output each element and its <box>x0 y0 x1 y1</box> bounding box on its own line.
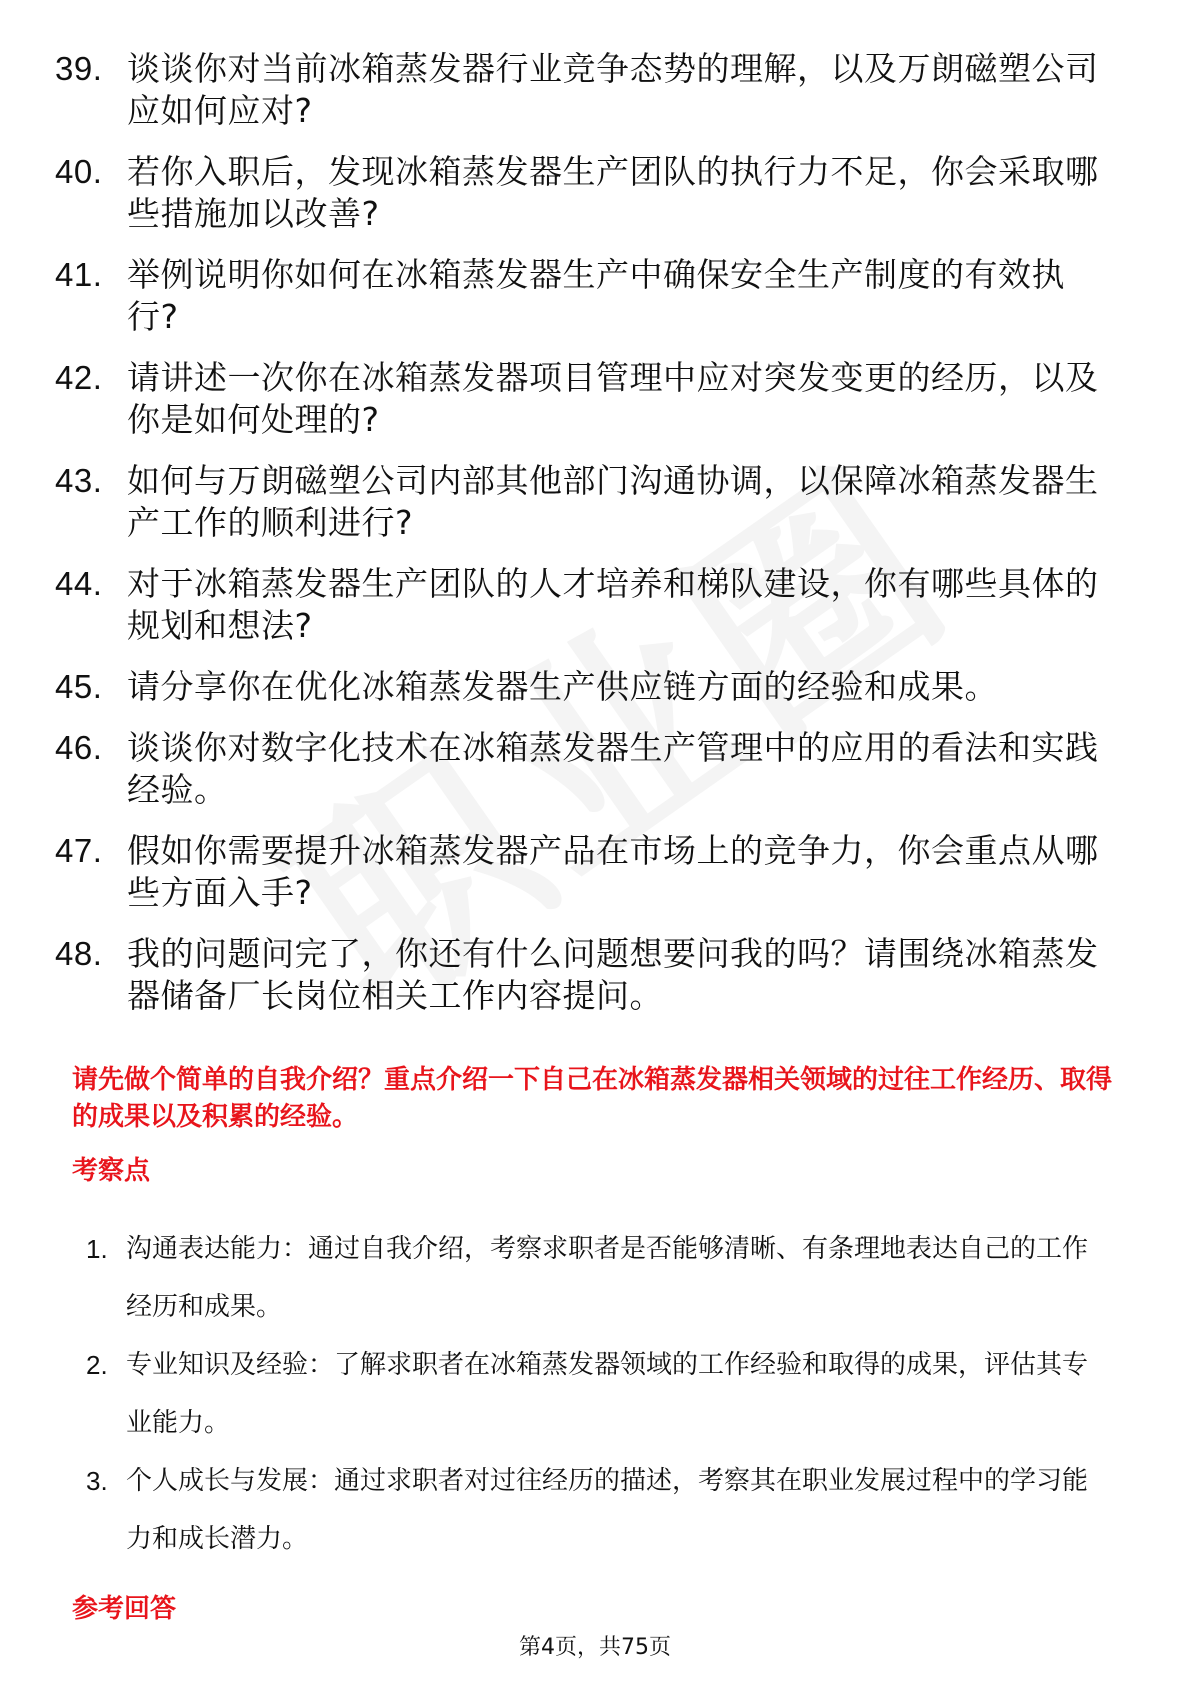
question-text: 假如你需要提升冰箱蒸发器产品在市场上的竞争力，你会重点从哪些方面入手? <box>127 831 1099 912</box>
question-number: 48. <box>55 935 103 972</box>
question-number: 45. <box>55 668 103 705</box>
question-text: 对于冰箱蒸发器生产团队的人才培养和梯队建设，你有哪些具体的规划和想法? <box>127 564 1099 645</box>
question-text: 我的问题问完了，你还有什么问题想要问我的吗？请围绕冰箱蒸发器储备厂长岗位相关工作内容提问。 <box>127 934 1099 1015</box>
assessment-point <box>0 1220 1190 1336</box>
assessment-point <box>0 1452 1190 1568</box>
question-text: 请讲述一次你在冰箱蒸发器项目管理中应对突发变更的经历，以及你是如何处理的? <box>127 358 1099 439</box>
point-number: 3. <box>86 1466 108 1496</box>
question-item <box>0 933 1190 1017</box>
question-text: 请分享你在优化冰箱蒸发器生产供应链方面的经验和成果。 <box>127 667 998 706</box>
question-number: 39. <box>55 50 103 87</box>
question-number: 40. <box>55 153 103 190</box>
point-text: 个人成长与发展：通过求职者对过往经历的描述，考察其在职业发展过程中的学习能力和成长潜力。 <box>126 1466 1089 1554</box>
question-number: 44. <box>55 565 103 602</box>
question-text: 举例说明你如何在冰箱蒸发器生产中确保安全生产制度的有效执行? <box>127 255 1065 336</box>
reference-answer-heading: 参考回答 <box>72 1594 177 1624</box>
question-item <box>0 254 1190 338</box>
question-number: 43. <box>55 462 103 499</box>
question-number: 42. <box>55 359 103 396</box>
question-number: 46. <box>55 729 103 766</box>
assessment-points <box>0 1220 1190 1568</box>
point-number: 2. <box>86 1350 108 1380</box>
question-item <box>0 460 1190 544</box>
question-item <box>0 830 1190 914</box>
question-item <box>0 727 1190 811</box>
question-item <box>0 563 1190 647</box>
question-item <box>0 151 1190 235</box>
question-text: 谈谈你对当前冰箱蒸发器行业竞争态势的理解，以及万朗磁塑公司应如何应对? <box>127 49 1099 130</box>
assessment-point <box>0 1336 1190 1452</box>
question-number: 47. <box>55 832 103 869</box>
question-item <box>0 48 1190 132</box>
question-number: 41. <box>55 256 103 293</box>
page-footer: 第4页，共75页 <box>519 1635 671 1660</box>
question-item <box>0 357 1190 441</box>
point-text: 沟通表达能力：通过自我介绍，考察求职者是否能够清晰、有条理地表达自己的工作经历和成果。 <box>126 1234 1089 1322</box>
point-text: 专业知识及经验：了解求职者在冰箱蒸发器领域的工作经验和取得的成果，评估其专业能力。 <box>126 1350 1089 1438</box>
question-list <box>0 48 1190 1036</box>
question-text: 谈谈你对数字化技术在冰箱蒸发器生产管理中的应用的看法和实践经验。 <box>127 728 1099 809</box>
question-text: 若你入职后，发现冰箱蒸发器生产团队的执行力不足，你会采取哪些措施加以改善? <box>127 152 1099 233</box>
assessment-heading: 考察点 <box>72 1156 151 1186</box>
question-text: 如何与万朗磁塑公司内部其他部门沟通协调，以保障冰箱蒸发器生产工作的顺利进行? <box>127 461 1099 542</box>
featured-question: 请先做个简单的自我介绍？重点介绍一下自己在冰箱蒸发器相关领域的过往工作经历、取得的成果以及积累的经验。 <box>72 1065 1113 1132</box>
point-number: 1. <box>86 1234 108 1264</box>
question-item <box>0 666 1190 708</box>
